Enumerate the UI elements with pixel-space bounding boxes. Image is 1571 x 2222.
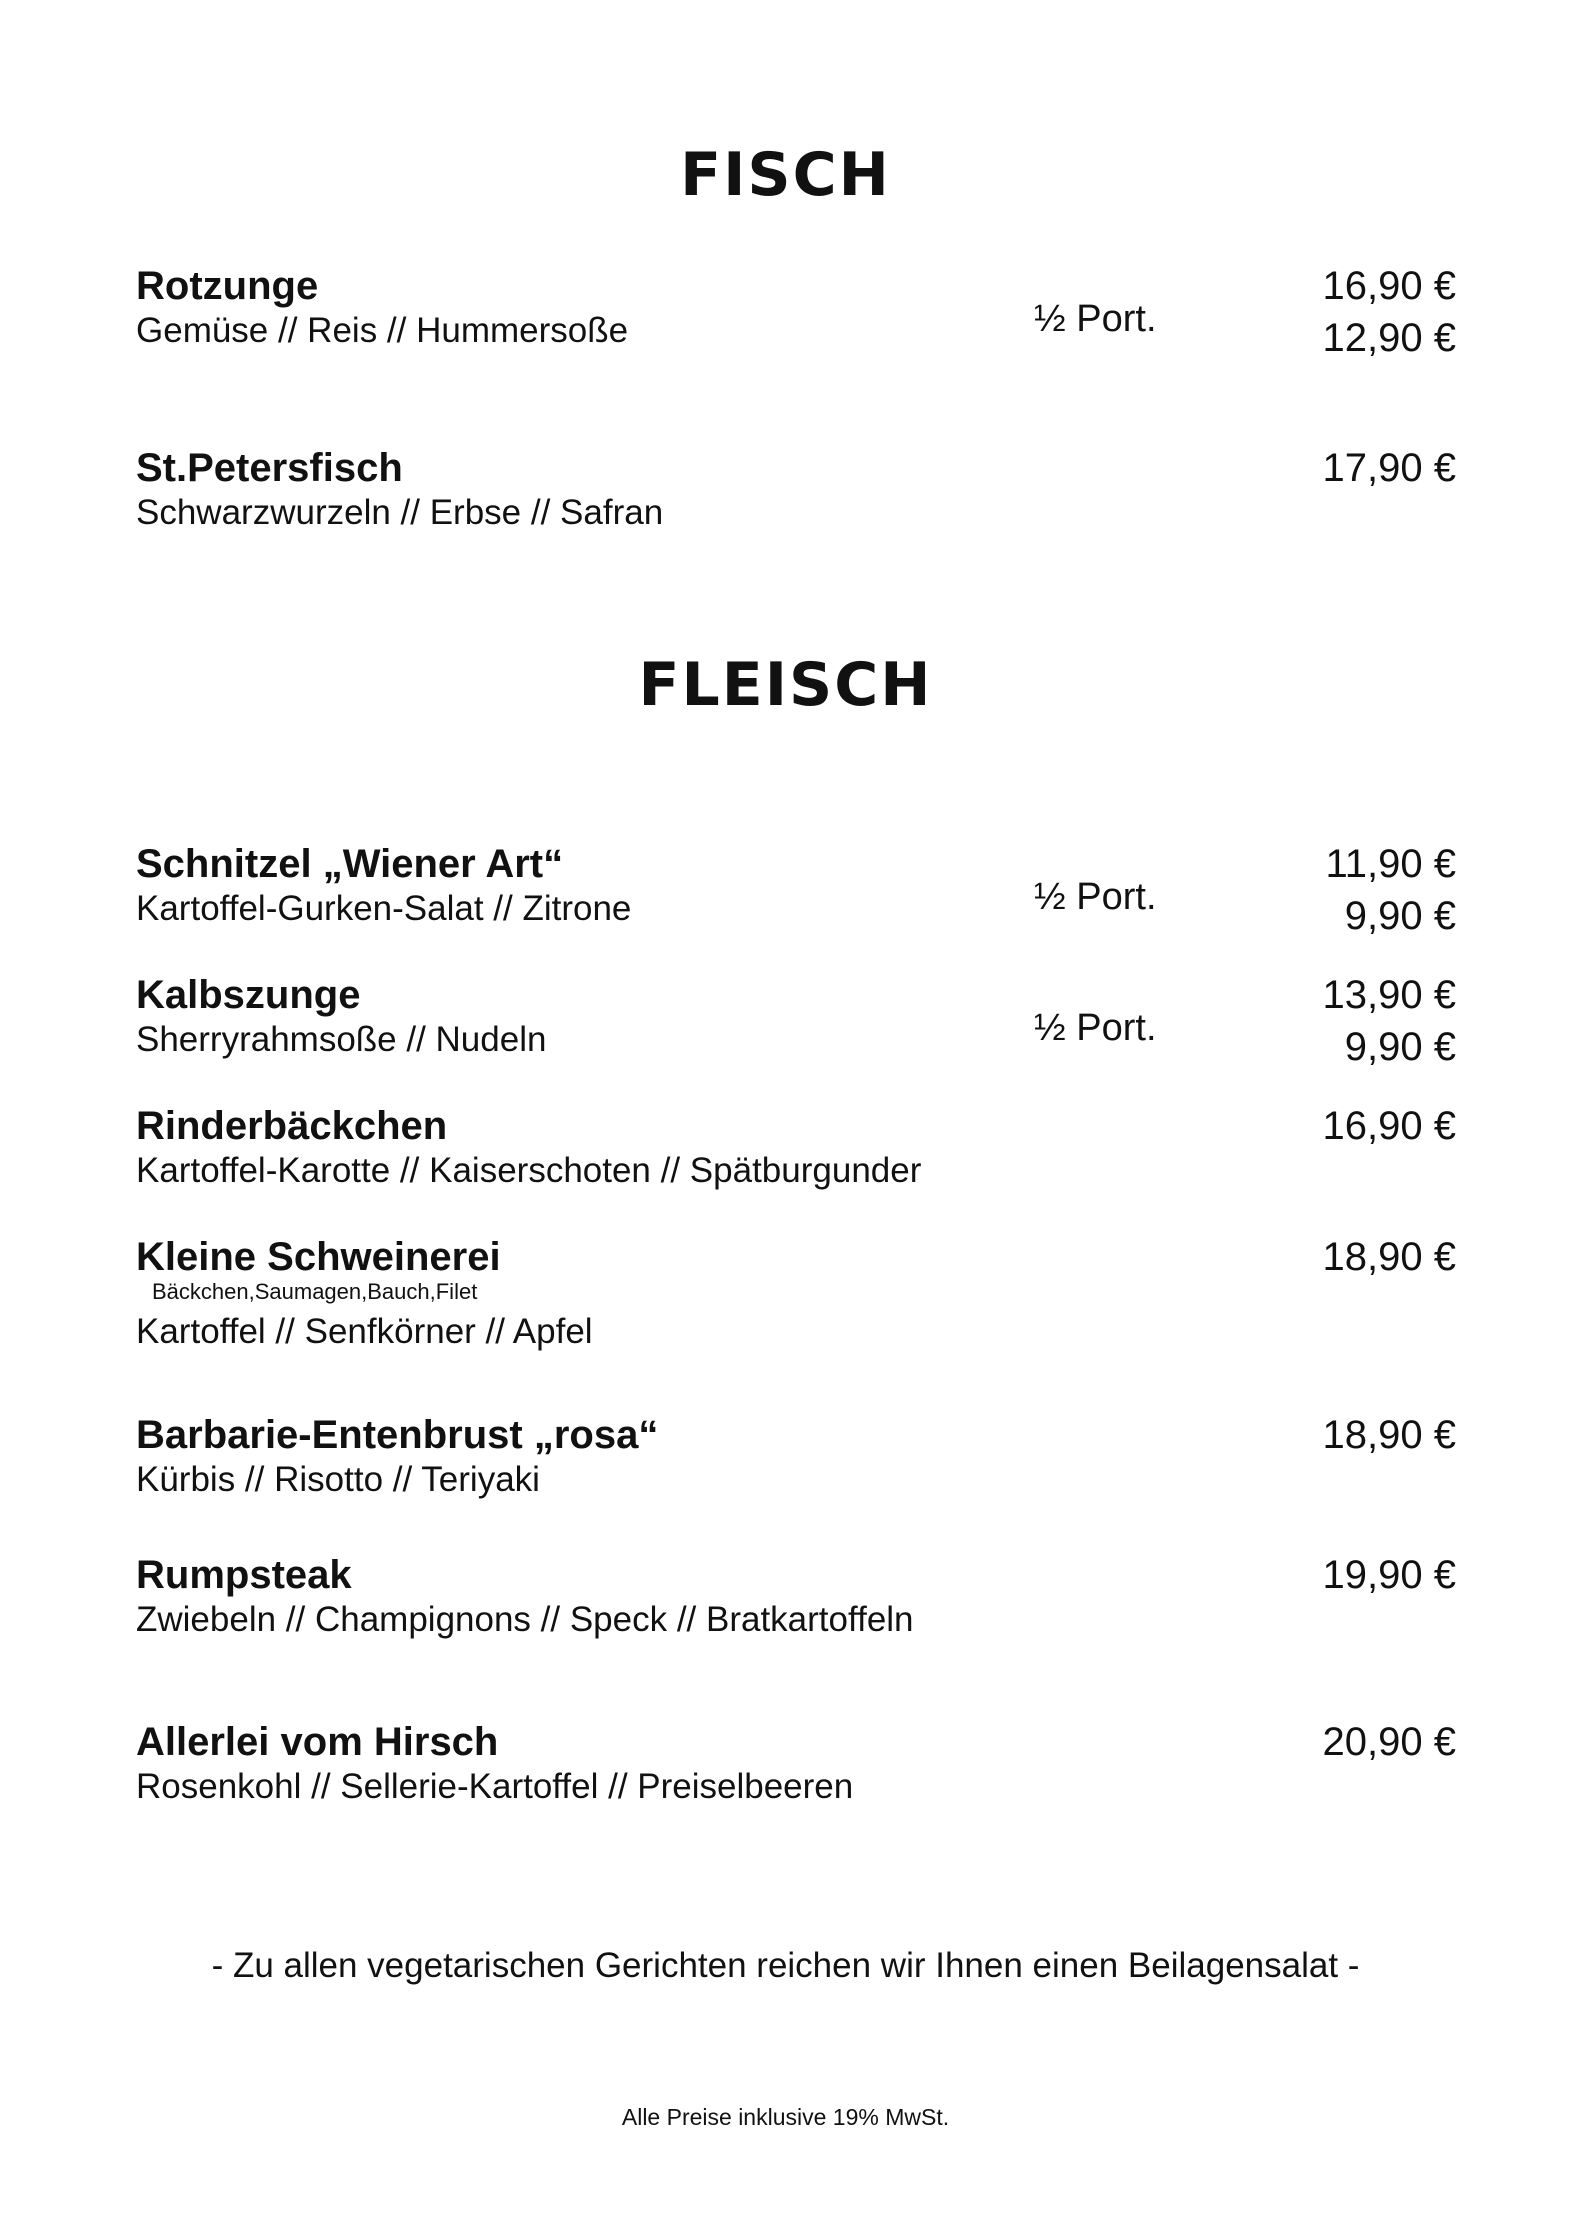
dish-name: Rotzunge bbox=[136, 264, 319, 308]
dish-name: Rumpsteak bbox=[136, 1553, 352, 1597]
dish-description: Schwarzwurzeln // Erbse // Safran bbox=[136, 493, 664, 532]
footer-vat-note: Alle Preise inklusive 19% MwSt. bbox=[621, 2104, 950, 2130]
vegetarian-note: - Zu allen vegetarischen Gerichten reichen wir Ihnen einen Beilagensalat - bbox=[211, 1946, 1360, 1985]
section-heading-fleisch: FLEISCH bbox=[638, 650, 933, 720]
half-portion-price: 9,90 € bbox=[1344, 894, 1456, 938]
dish-name: Kleine Schweinerei bbox=[136, 1235, 501, 1279]
dish-description: Kartoffel // Senfkörner // Apfel bbox=[136, 1312, 593, 1351]
dish-subtitle: Bäckchen,Saumagen,Bauch,Filet bbox=[152, 1279, 478, 1304]
half-portion-price: 9,90 € bbox=[1344, 1025, 1456, 1069]
dish-price: 16,90 € bbox=[1322, 1104, 1456, 1148]
dish-price: 11,90 € bbox=[1325, 842, 1456, 886]
dish-price: 20,90 € bbox=[1322, 1720, 1456, 1764]
dish-name: Allerlei vom Hirsch bbox=[136, 1720, 499, 1764]
dish-name: Kalbszunge bbox=[136, 973, 361, 1017]
half-portion-label: ½ Port. bbox=[1034, 298, 1157, 340]
half-portion-label: ½ Port. bbox=[1034, 876, 1157, 918]
dish-description: Gemüse // Reis // Hummersoße bbox=[136, 311, 629, 350]
dish-name: St.Petersfisch bbox=[136, 446, 403, 490]
dish-price: 17,90 € bbox=[1322, 446, 1456, 490]
dish-description: Kürbis // Risotto // Teriyaki bbox=[136, 1460, 540, 1499]
dish-price: 18,90 € bbox=[1322, 1413, 1456, 1457]
dish-description: Rosenkohl // Sellerie-Kartoffel // Preiselbeeren bbox=[136, 1767, 854, 1806]
dish-name: Schnitzel „Wiener Art“ bbox=[136, 842, 564, 886]
dish-price: 18,90 € bbox=[1322, 1235, 1456, 1279]
dish-price: 16,90 € bbox=[1322, 264, 1456, 308]
dish-price: 13,90 € bbox=[1322, 973, 1456, 1017]
dish-description: Zwiebeln // Champignons // Speck // Bratkartoffeln bbox=[136, 1600, 914, 1639]
section-heading-fisch: FISCH bbox=[680, 140, 891, 210]
half-portion-price: 12,90 € bbox=[1322, 316, 1456, 360]
dish-description: Kartoffel-Karotte // Kaiserschoten // Spätburgunder bbox=[136, 1151, 922, 1190]
dish-description: Kartoffel-Gurken-Salat // Zitrone bbox=[136, 889, 632, 928]
half-portion-label: ½ Port. bbox=[1034, 1007, 1157, 1049]
dish-price: 19,90 € bbox=[1322, 1553, 1456, 1597]
dish-name: Barbarie-Entenbrust „rosa“ bbox=[136, 1413, 659, 1457]
dish-description: Sherryrahmsoße // Nudeln bbox=[136, 1020, 547, 1059]
dish-name: Rinderbäckchen bbox=[136, 1104, 448, 1148]
